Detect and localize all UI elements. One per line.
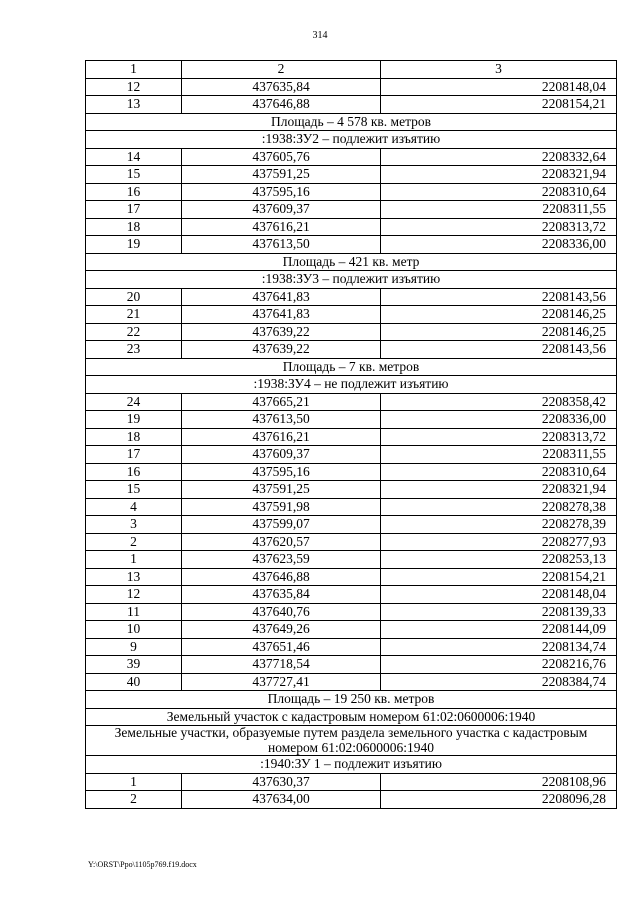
- coord-y: 2208332,64: [381, 148, 617, 166]
- section-label: :1938:ЗУ4 – не подлежит изъятию: [86, 376, 617, 394]
- coord-x: 437665,21: [182, 393, 381, 411]
- table-row: [86, 428, 617, 446]
- coord-y: 2208313,72: [381, 428, 617, 446]
- section-label: Площадь – 7 кв. метров: [86, 358, 617, 376]
- point-number: 23: [86, 341, 182, 359]
- table-row: [86, 218, 617, 236]
- coord-y: 2208321,94: [381, 166, 617, 184]
- coord-y: 2208143,56: [381, 288, 617, 306]
- coord-y: 2208139,33: [381, 603, 617, 621]
- point-number: 14: [86, 148, 182, 166]
- point-number: 1: [86, 551, 182, 569]
- table-row: [86, 516, 617, 534]
- coord-x: 437613,50: [182, 236, 381, 254]
- point-number: 40: [86, 673, 182, 691]
- coord-y: 2208311,55: [381, 446, 617, 464]
- section-label: :1940:ЗУ 1 – подлежит изъятию: [86, 756, 617, 774]
- coord-x: 437595,16: [182, 463, 381, 481]
- table-row: [86, 773, 617, 791]
- point-number: 24: [86, 393, 182, 411]
- point-number: 21: [86, 306, 182, 324]
- coord-y: 2208277,93: [381, 533, 617, 551]
- section-label: Площадь – 19 250 кв. метров: [86, 691, 617, 709]
- header-col-1: 1: [86, 61, 182, 79]
- coord-x: 437646,88: [182, 96, 381, 114]
- coord-x: 437595,16: [182, 183, 381, 201]
- point-number: 16: [86, 183, 182, 201]
- point-number: 3: [86, 516, 182, 534]
- table-row: [86, 411, 617, 429]
- coord-y: 2208146,25: [381, 323, 617, 341]
- table-row: [86, 638, 617, 656]
- coordinates-table: [85, 60, 617, 809]
- coord-x: 437591,25: [182, 481, 381, 499]
- coord-x: 437640,76: [182, 603, 381, 621]
- section-label: Площадь – 421 кв. метр: [86, 253, 617, 271]
- coord-x: 437639,22: [182, 323, 381, 341]
- coord-x: 437641,83: [182, 288, 381, 306]
- table-header-row: [86, 61, 617, 79]
- header-col-2: 2: [182, 61, 381, 79]
- coord-y: 2208358,42: [381, 393, 617, 411]
- table-row: [86, 393, 617, 411]
- point-number: 11: [86, 603, 182, 621]
- coord-y: 2208216,76: [381, 656, 617, 674]
- point-number: 15: [86, 481, 182, 499]
- section-row: [86, 113, 617, 131]
- point-number: 19: [86, 411, 182, 429]
- point-number: 19: [86, 236, 182, 254]
- table-row: [86, 673, 617, 691]
- coord-x: 437649,26: [182, 621, 381, 639]
- table-row: [86, 236, 617, 254]
- table-row: [86, 288, 617, 306]
- point-number: 2: [86, 791, 182, 809]
- section-row: [86, 358, 617, 376]
- table-row: [86, 446, 617, 464]
- point-number: 12: [86, 78, 182, 96]
- section-label: :1938:ЗУ3 – подлежит изъятию: [86, 271, 617, 289]
- coord-x: 437609,37: [182, 201, 381, 219]
- coord-y: 2208253,13: [381, 551, 617, 569]
- section-row: [86, 131, 617, 149]
- table-row: [86, 306, 617, 324]
- coordinates-table-body: [86, 61, 617, 809]
- coord-x: 437635,84: [182, 586, 381, 604]
- point-number: 20: [86, 288, 182, 306]
- coord-x: 437613,50: [182, 411, 381, 429]
- coord-x: 437651,46: [182, 638, 381, 656]
- table-row: [86, 791, 617, 809]
- point-number: 10: [86, 621, 182, 639]
- coord-y: 2208144,09: [381, 621, 617, 639]
- coord-y: 2208154,21: [381, 96, 617, 114]
- table-row: [86, 148, 617, 166]
- section-row: [86, 726, 617, 756]
- table-row: [86, 323, 617, 341]
- coord-y: 2208313,72: [381, 218, 617, 236]
- coord-y: 2208310,64: [381, 183, 617, 201]
- coord-x: 437616,21: [182, 218, 381, 236]
- point-number: 15: [86, 166, 182, 184]
- coord-x: 437646,88: [182, 568, 381, 586]
- table-row: [86, 183, 617, 201]
- coord-y: 2208108,96: [381, 773, 617, 791]
- table-row: [86, 78, 617, 96]
- coord-y: 2208336,00: [381, 236, 617, 254]
- coord-y: 2208096,28: [381, 791, 617, 809]
- table-row: [86, 586, 617, 604]
- section-label: Земельный участок с кадастровым номером 61:02:0600006:1940: [86, 708, 617, 726]
- coord-y: 2208146,25: [381, 306, 617, 324]
- table-row: [86, 621, 617, 639]
- coord-y: 2208384,74: [381, 673, 617, 691]
- coord-x: 437623,59: [182, 551, 381, 569]
- point-number: 17: [86, 446, 182, 464]
- coord-x: 437605,76: [182, 148, 381, 166]
- table-row: [86, 481, 617, 499]
- coord-y: 2208148,04: [381, 586, 617, 604]
- table-row: [86, 551, 617, 569]
- point-number: 13: [86, 568, 182, 586]
- point-number: 16: [86, 463, 182, 481]
- table-row: [86, 568, 617, 586]
- point-number: 13: [86, 96, 182, 114]
- coord-x: 437634,00: [182, 791, 381, 809]
- point-number: 18: [86, 428, 182, 446]
- coord-y: 2208278,39: [381, 516, 617, 534]
- coord-y: 2208143,56: [381, 341, 617, 359]
- section-label: :1938:ЗУ2 – подлежит изъятию: [86, 131, 617, 149]
- coord-x: 437609,37: [182, 446, 381, 464]
- coord-x: 437616,21: [182, 428, 381, 446]
- coord-x: 437641,83: [182, 306, 381, 324]
- section-row: [86, 271, 617, 289]
- page-number: 314: [312, 30, 328, 41]
- coord-y: 2208148,04: [381, 78, 617, 96]
- table-row: [86, 166, 617, 184]
- point-number: 17: [86, 201, 182, 219]
- coord-y: 2208311,55: [381, 201, 617, 219]
- coord-y: 2208278,38: [381, 498, 617, 516]
- section-row: [86, 756, 617, 774]
- header-col-3: 3: [381, 61, 617, 79]
- point-number: 9: [86, 638, 182, 656]
- coord-x: 437599,07: [182, 516, 381, 534]
- coord-y: 2208336,00: [381, 411, 617, 429]
- table-row: [86, 656, 617, 674]
- point-number: 39: [86, 656, 182, 674]
- section-row: [86, 253, 617, 271]
- point-number: 18: [86, 218, 182, 236]
- coord-x: 437591,25: [182, 166, 381, 184]
- section-label: Площадь – 4 578 кв. метров: [86, 113, 617, 131]
- point-number: 22: [86, 323, 182, 341]
- coord-y: 2208154,21: [381, 568, 617, 586]
- section-row: [86, 708, 617, 726]
- file-path-footer: Y:\ORST\Ppo\1105p769.f19.docx: [88, 860, 197, 869]
- coord-y: 2208310,64: [381, 463, 617, 481]
- point-number: 1: [86, 773, 182, 791]
- table-row: [86, 341, 617, 359]
- table-row: [86, 463, 617, 481]
- table-row: [86, 498, 617, 516]
- point-number: 12: [86, 586, 182, 604]
- point-number: 2: [86, 533, 182, 551]
- section-label: Земельные участки, образуемые путем раздела земельного участка с кадастровым номером 61:02:0600006:1940: [86, 726, 617, 756]
- coord-x: 437727,41: [182, 673, 381, 691]
- table-row: [86, 603, 617, 621]
- coord-x: 437630,37: [182, 773, 381, 791]
- table-row: [86, 533, 617, 551]
- coord-y: 2208134,74: [381, 638, 617, 656]
- section-row: [86, 376, 617, 394]
- coord-x: 437620,57: [182, 533, 381, 551]
- table-row: [86, 96, 617, 114]
- coord-x: 437718,54: [182, 656, 381, 674]
- section-row: [86, 691, 617, 709]
- coord-x: 437635,84: [182, 78, 381, 96]
- coord-x: 437639,22: [182, 341, 381, 359]
- point-number: 4: [86, 498, 182, 516]
- table-row: [86, 201, 617, 219]
- coord-x: 437591,98: [182, 498, 381, 516]
- coord-y: 2208321,94: [381, 481, 617, 499]
